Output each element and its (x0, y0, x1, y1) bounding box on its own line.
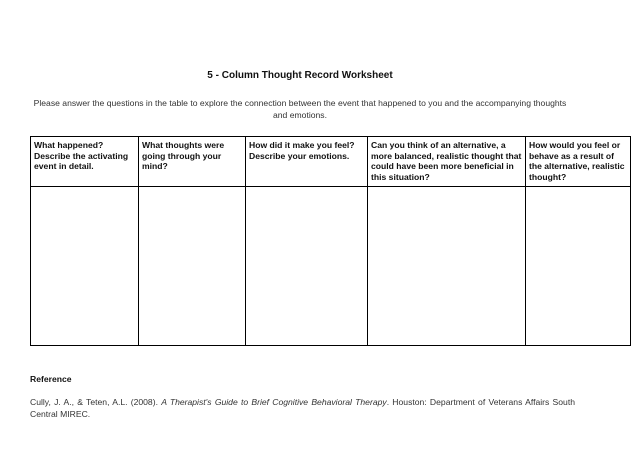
reference-citation (30, 396, 575, 420)
citation-title: A Therapist's Guide to Brief Cognitive Behavioral Therapy (161, 397, 387, 407)
header-thoughts: What thoughts were going through your mind? (139, 137, 246, 187)
citation-publisher: . Houston: Department of Veterans Affairs South Central MIREC. (30, 397, 576, 419)
table-header-row (31, 137, 631, 187)
header-what-happened: What happened? Describe the activating event in detail. (31, 137, 139, 187)
cell-alternative-thought[interactable] (368, 187, 526, 346)
header-alternative-thought: Can you think of an alternative, a more balanced, realistic thought that could have been more beneficial in this situation? (368, 137, 526, 187)
cell-what-happened[interactable] (31, 187, 139, 346)
cell-thoughts[interactable] (139, 187, 246, 346)
cell-feelings[interactable] (246, 187, 368, 346)
table-row (31, 187, 631, 346)
header-feelings: How did it make you feel? Describe your emotions. (246, 137, 368, 187)
cell-resulting-behavior[interactable] (526, 187, 631, 346)
instructions-text: Please answer the questions in the table to explore the connection between the event that happened to you and the accompanying thoughts and emotions. (33, 98, 567, 120)
thought-record-table (30, 136, 631, 346)
worksheet-title: 5 - Column Thought Record Worksheet (207, 70, 393, 81)
header-resulting-behavior: How would you feel or behave as a result of the alternative, realistic thought? (526, 137, 631, 187)
citation-authors: Cully, J. A., & Teten, A.L. (2008). (30, 397, 162, 407)
reference-heading: Reference (30, 374, 72, 384)
